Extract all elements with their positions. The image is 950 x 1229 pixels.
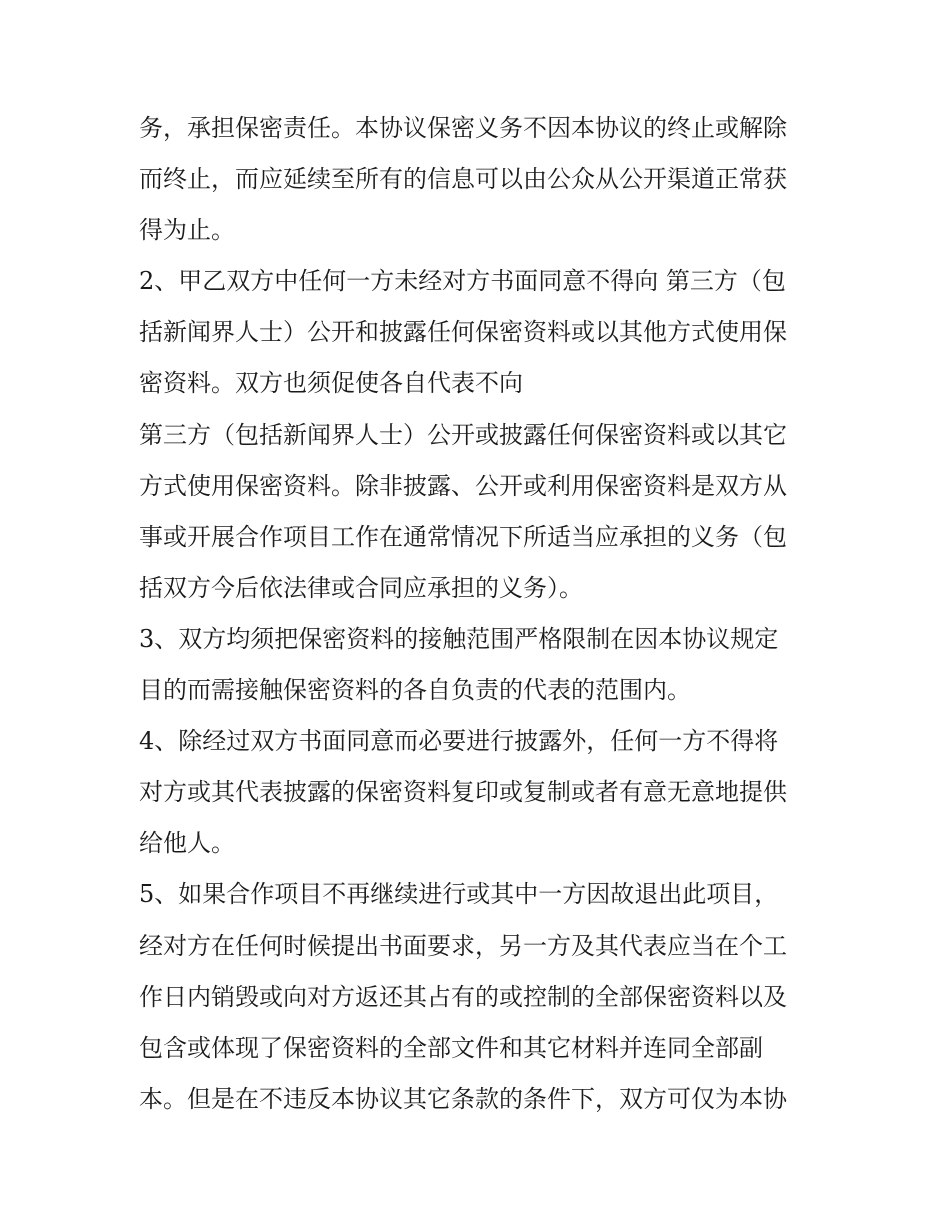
text-line: 经对方在任何时候提出书面要求，另一方及其代表应当在个工 bbox=[139, 931, 787, 960]
text-line: 5、如果合作项目不再继续进行或其中一方因故退出此项目， bbox=[139, 880, 779, 909]
text-line: 而终止，而应延续至所有的信息可以由公众从公开渠道正常获 bbox=[139, 165, 787, 194]
text-line: 得为止。 bbox=[139, 216, 235, 245]
text-line: 括新闻界人士）公开和披露任何保密资料或以其他方式使用保 bbox=[139, 318, 787, 347]
text-line: 给他人。 bbox=[139, 829, 235, 858]
text-line: 本。但是在不违反本协议其它条款的条件下，双方可仅为本协 bbox=[139, 1084, 787, 1113]
text-line: 方式使用保密资料。除非披露、公开或利用保密资料是双方从 bbox=[139, 471, 787, 500]
text-line: 括双方今后依法律或合同应承担的义务）。 bbox=[139, 573, 583, 602]
text-line: 对方或其代表披露的保密资料复印或复制或者有意无意地提供 bbox=[139, 778, 787, 807]
text-line: 密资料。双方也须促使各自代表不向 bbox=[139, 369, 523, 398]
text-line: 作日内销毁或向对方返还其占有的或控制的全部保密资料以及 bbox=[139, 982, 787, 1011]
text-line: 4、除经过双方书面同意而必要进行披露外，任何一方不得将 bbox=[139, 727, 779, 756]
text-line: 第三方（包括新闻界人士）公开或披露任何保密资料或以其它 bbox=[139, 420, 787, 449]
text-line: 务，承担保密责任。本协议保密义务不因本协议的终止或解除 bbox=[139, 114, 787, 142]
text-line: 事或开展合作项目工作在通常情况下所适当应承担的义务（包 bbox=[139, 522, 787, 551]
text-line: 2、甲乙双方中任何一方未经对方书面同意不得向 第三方（包 bbox=[139, 267, 786, 296]
text-line: 包含或体现了保密资料的全部文件和其它材料并连同全部副 bbox=[139, 1033, 763, 1062]
text-line: 目的而需接触保密资料的各自负责的代表的范围内。 bbox=[139, 676, 691, 705]
text-line: 3、双方均须把保密资料的接触范围严格限制在因本协议规定 bbox=[139, 624, 779, 653]
body-text bbox=[139, 103, 819, 1125]
